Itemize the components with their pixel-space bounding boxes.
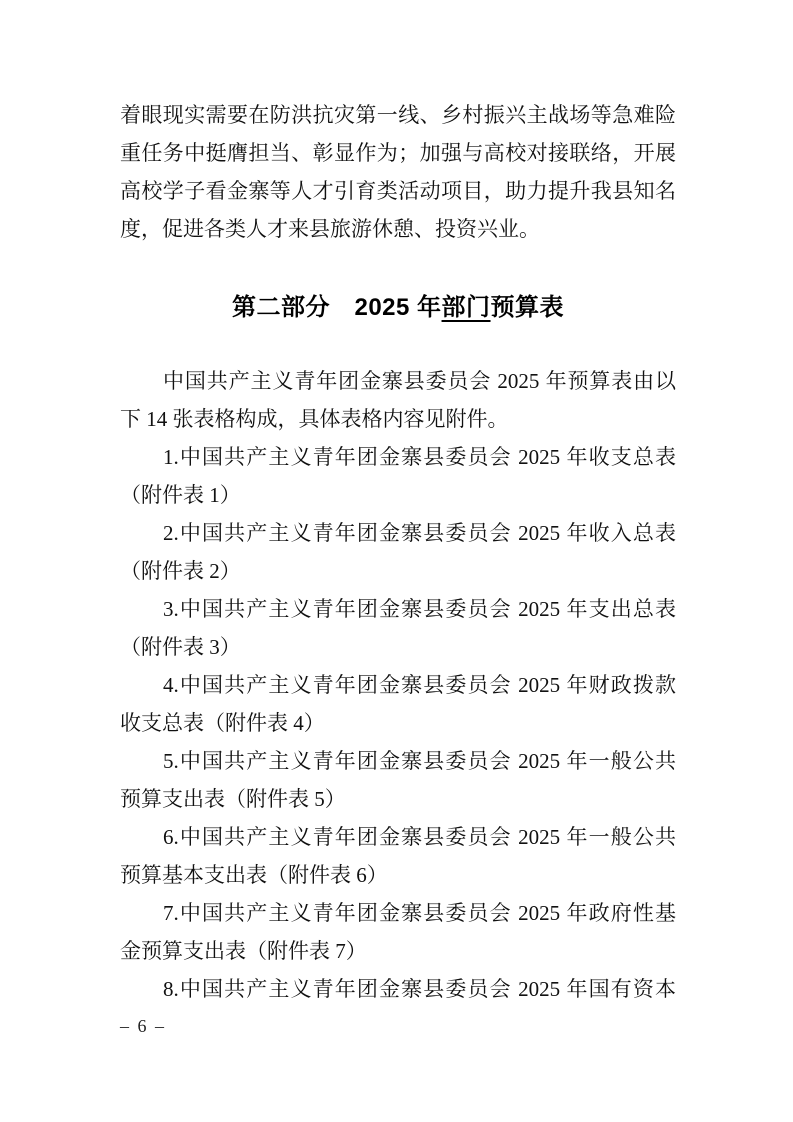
body-line: 下 14 张表格构成，具体表格内容见附件。	[120, 407, 509, 431]
body-line: （附件表 3）	[120, 635, 241, 659]
body-line: （附件表 2）	[120, 559, 241, 583]
section-heading-suffix: 预算表	[490, 294, 565, 321]
list-item-5	[120, 742, 676, 818]
body-line: 金预算支出表（附件表 7）	[120, 939, 367, 963]
list-item-3	[120, 590, 676, 666]
body-line: 中国共产主义青年团金寨县委员会 2025 年预算表由以	[163, 369, 676, 393]
body-line: 预算基本支出表（附件表 6）	[120, 863, 388, 887]
paragraph-continuation	[120, 96, 676, 248]
body-line: 5.中国共产主义青年团金寨县委员会 2025 年一般公共	[163, 749, 676, 773]
section-heading-prefix: 第二部分 2025 年	[231, 294, 442, 321]
page-body	[120, 0, 676, 1008]
body-line: 7.中国共产主义青年团金寨县委员会 2025 年政府性基	[163, 901, 676, 925]
body-line: 收支总表（附件表 4）	[120, 711, 325, 735]
body-line: 3.中国共产主义青年团金寨县委员会 2025 年支出总表	[163, 597, 676, 621]
paragraph-intro	[120, 362, 676, 438]
body-line: （附件表 1）	[120, 483, 241, 507]
body-line: 高校学子看金寨等人才引育类活动项目，助力提升我县知名	[120, 179, 676, 203]
body-line: 6.中国共产主义青年团金寨县委员会 2025 年一般公共	[163, 825, 676, 849]
body-line: 度，促进各类人才来县旅游休憩、投资兴业。	[120, 217, 540, 241]
list-item-8	[120, 970, 676, 1008]
body-line: 预算支出表（附件表 5）	[120, 787, 346, 811]
body-line: 1.中国共产主义青年团金寨县委员会 2025 年收支总表	[163, 445, 676, 469]
body-line: 着眼现实需要在防洪抗灾第一线、乡村振兴主战场等急难险	[120, 103, 676, 127]
section-heading	[120, 292, 676, 324]
list-item-4	[120, 666, 676, 742]
list-item-1	[120, 438, 676, 514]
page-number: – 6 –	[120, 1016, 166, 1036]
body-line: 8.中国共产主义青年团金寨县委员会 2025 年国有资本	[163, 977, 676, 1001]
body-line: 重任务中挺膺担当、彰显作为；加强与高校对接联络，开展	[120, 141, 676, 165]
list-item-6	[120, 818, 676, 894]
list-item-7	[120, 894, 676, 970]
section-heading-underlined-term: 部门	[441, 294, 491, 321]
body-line: 4.中国共产主义青年团金寨县委员会 2025 年财政拨款	[163, 673, 676, 697]
list-item-2	[120, 514, 676, 590]
body-line: 2.中国共产主义青年团金寨县委员会 2025 年收入总表	[163, 521, 676, 545]
